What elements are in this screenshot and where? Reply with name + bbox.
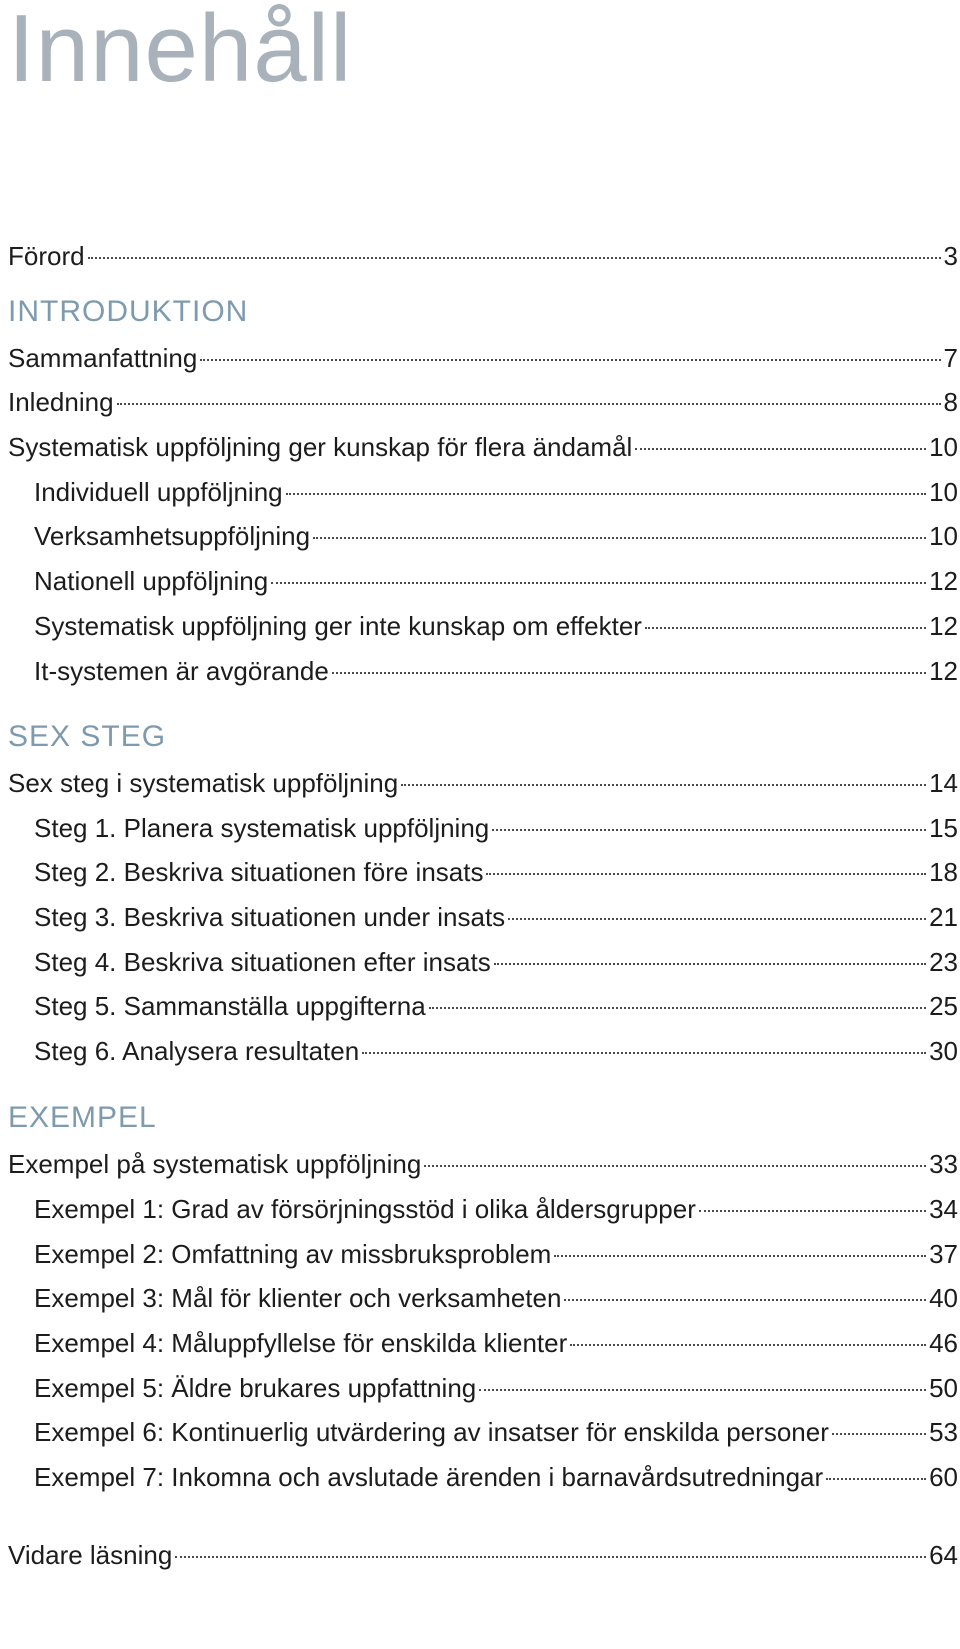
dot-leader — [508, 918, 926, 920]
toc-entry[interactable] — [8, 765, 958, 801]
table-of-contents — [8, 0, 958, 1649]
toc-entry-label: Steg 4. Beskriva situationen efter insats — [34, 947, 491, 977]
toc-entry-page: 34 — [929, 1194, 958, 1224]
toc-entry-label: Exempel 4: Måluppfyllelse för enskilda klienter — [34, 1328, 568, 1358]
dot-leader — [313, 537, 926, 539]
dot-leader — [88, 257, 941, 259]
toc-entry-page: 18 — [929, 857, 958, 887]
toc-subentry[interactable] — [34, 1236, 958, 1272]
toc-entry-label: Förord — [8, 241, 85, 271]
toc-entry-label: Steg 6. Analysera resultaten — [34, 1036, 360, 1066]
toc-entry-page: 30 — [929, 1036, 958, 1066]
toc-entry-page: 10 — [929, 521, 958, 551]
toc-entry-page: 23 — [929, 947, 958, 977]
toc-entry-page: 14 — [929, 768, 958, 798]
toc-entry-page: 12 — [929, 566, 958, 596]
dot-leader — [175, 1556, 926, 1558]
dot-leader — [494, 963, 926, 965]
toc-entry-label: Inledning — [8, 387, 114, 417]
toc-entry-label: Exempel 6: Kontinuerlig utvärdering av insatser för enskilda personer — [34, 1417, 829, 1447]
dot-leader — [117, 403, 941, 405]
dot-leader — [826, 1478, 926, 1480]
toc-entry-label: Systematisk uppföljning ger kunskap för flera ändamål — [8, 432, 633, 462]
dot-leader — [424, 1165, 926, 1167]
toc-entry-page: 15 — [929, 813, 958, 843]
toc-entry-label: Nationell uppföljning — [34, 566, 269, 596]
toc-entry-label: Systematisk uppföljning ger inte kunskap om effekter — [34, 611, 642, 641]
toc-entry-page: 60 — [929, 1462, 958, 1492]
dot-leader — [271, 582, 926, 584]
dot-leader — [200, 359, 940, 361]
toc-entry-page: 64 — [929, 1540, 958, 1570]
page-title: Innehåll — [8, 0, 353, 102]
dot-leader — [554, 1255, 926, 1257]
toc-entry-page: 7 — [943, 343, 958, 373]
toc-entry-label: Sex steg i systematisk uppföljning — [8, 768, 399, 798]
toc-subentry[interactable] — [34, 988, 958, 1024]
toc-subentry[interactable] — [34, 1370, 958, 1406]
toc-entry-label: Exempel 2: Omfattning av missbruksproblem — [34, 1239, 552, 1269]
toc-entry-label: Steg 5. Sammanställa uppgifterna — [34, 991, 426, 1021]
toc-entry-forord[interactable] — [8, 238, 958, 274]
toc-subentry[interactable] — [34, 1414, 958, 1450]
toc-entry-label: Steg 3. Beskriva situationen under insats — [34, 902, 506, 932]
toc-entry-page: 25 — [929, 991, 958, 1021]
dot-leader — [429, 1007, 926, 1009]
toc-entry-label: Steg 1. Planera systematisk uppföljning — [34, 813, 490, 843]
toc-subentry[interactable] — [34, 899, 958, 935]
toc-entry-label: It-systemen är avgörande — [34, 656, 329, 686]
dot-leader — [486, 873, 926, 875]
toc-entry-label: Steg 2. Beskriva situationen före insats — [34, 857, 484, 887]
dot-leader — [492, 829, 926, 831]
toc-entry-label: Individuell uppföljning — [34, 477, 283, 507]
toc-subentry[interactable] — [34, 653, 958, 689]
toc-entry-label: Exempel 5: Äldre brukares uppfattning — [34, 1373, 477, 1403]
toc-entry-label: Exempel 3: Mål för klienter och verksamheten — [34, 1283, 562, 1313]
toc-entry-page: 10 — [929, 477, 958, 507]
toc-subentry[interactable] — [34, 1280, 958, 1316]
toc-subentry[interactable] — [34, 563, 958, 599]
toc-subentry[interactable] — [34, 1191, 958, 1227]
dot-leader — [635, 448, 926, 450]
toc-subentry[interactable] — [34, 474, 958, 510]
dot-leader — [699, 1210, 926, 1212]
toc-entry-page: 21 — [929, 902, 958, 932]
dot-leader — [564, 1299, 926, 1301]
toc-entry-label: Vidare läsning — [8, 1540, 173, 1570]
toc-entry-label: Exempel på systematisk uppföljning — [8, 1149, 422, 1179]
toc-subentry[interactable] — [34, 1033, 958, 1069]
dot-leader — [832, 1433, 926, 1435]
toc-entry-label: Exempel 7: Inkomna och avslutade ärenden i barnavårdsutredningar — [34, 1462, 824, 1492]
toc-entry-page: 33 — [929, 1149, 958, 1179]
toc-subentry[interactable] — [34, 944, 958, 980]
toc-entry-page: 3 — [943, 241, 958, 271]
toc-entry-vidare-lasning[interactable] — [8, 1537, 958, 1573]
toc-entry-label: Exempel 1: Grad av försörjningsstöd i olika åldersgrupper — [34, 1194, 696, 1224]
toc-subentry[interactable] — [34, 854, 958, 890]
dot-leader — [332, 672, 926, 674]
toc-subentry[interactable] — [34, 518, 958, 554]
toc-subentry[interactable] — [34, 608, 958, 644]
toc-subentry[interactable] — [34, 1459, 958, 1495]
toc-entry-page: 12 — [929, 611, 958, 641]
toc-entry-page: 50 — [929, 1373, 958, 1403]
section-heading-introduktion: INTRODUKTION — [8, 295, 249, 328]
toc-entry-page: 40 — [929, 1283, 958, 1313]
toc-entry[interactable] — [8, 384, 958, 420]
dot-leader — [401, 784, 926, 786]
section-heading-sex-steg: SEX STEG — [8, 720, 167, 753]
toc-entry-page: 37 — [929, 1239, 958, 1269]
toc-entry[interactable] — [8, 1146, 958, 1182]
section-heading-exempel: EXEMPEL — [8, 1101, 157, 1134]
toc-entry-label: Sammanfattning — [8, 343, 198, 373]
toc-entry-page: 10 — [929, 432, 958, 462]
dot-leader — [645, 627, 926, 629]
toc-entry-page: 53 — [929, 1417, 958, 1447]
toc-subentry[interactable] — [34, 810, 958, 846]
dot-leader — [286, 493, 926, 495]
dot-leader — [479, 1389, 926, 1391]
toc-subentry[interactable] — [34, 1325, 958, 1361]
toc-entry-page: 8 — [943, 387, 958, 417]
dot-leader — [362, 1052, 926, 1054]
toc-entry-page: 12 — [929, 656, 958, 686]
toc-entry-label: Verksamhetsuppföljning — [34, 521, 311, 551]
toc-entry-page: 46 — [929, 1328, 958, 1358]
toc-entry[interactable] — [8, 429, 958, 465]
toc-entry[interactable] — [8, 340, 958, 376]
dot-leader — [570, 1344, 926, 1346]
